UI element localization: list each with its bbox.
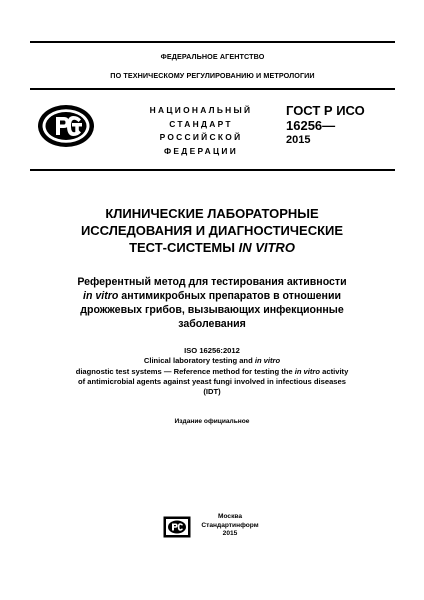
- subtitle-line3: дрожжевых грибов, вызывающих инфекционные: [80, 304, 344, 316]
- subtitle-line4: заболевания: [178, 318, 246, 330]
- subtitle-line2-italic: in vitro: [83, 290, 119, 302]
- iso-line3: [36, 367, 388, 377]
- edition-label: Издание официальное: [174, 418, 250, 425]
- publisher-logo-icon: [163, 516, 191, 538]
- standard-type-line3: РОССИЙСКОЙ: [159, 132, 243, 143]
- publisher-year: 2015: [222, 530, 238, 538]
- iso-line3-prefix: diagnostic test systems — Reference method for testing the: [75, 366, 295, 376]
- agency-name-line2: ПО ТЕХНИЧЕСКОМУ РЕГУЛИРОВАНИЮ И МЕТРОЛОГИИ: [110, 71, 315, 80]
- iso-line5: (IDT): [203, 387, 221, 397]
- iso-code: ISO 16256:2012: [184, 346, 240, 355]
- top-rule: [30, 41, 395, 43]
- designation-line1: ГОСТ Р ИСО: [286, 103, 365, 118]
- title-line3: [40, 239, 384, 256]
- iso-line3-italic: in vitro: [294, 366, 321, 376]
- header-rule: [30, 88, 395, 90]
- designation-year: 2015: [286, 134, 311, 146]
- standard-type-line4: ФЕДЕРАЦИИ: [163, 145, 239, 156]
- rst-emblem-icon: [36, 103, 96, 149]
- title-line3-prefix: ТЕСТ-СИСТЕМЫ: [129, 240, 239, 255]
- title-line3-italic: IN VITRO: [238, 240, 295, 255]
- standard-type-line1: НАЦИОНАЛЬНЫЙ: [149, 105, 253, 115]
- iso-line2-prefix: Clinical laboratory testing and: [143, 356, 255, 366]
- iso-reference: [36, 346, 388, 397]
- title-line2: ИССЛЕДОВАНИЯ И ДИАГНОСТИЧЕСКИЕ: [80, 223, 344, 238]
- designation-line2: 16256—: [286, 117, 336, 133]
- publisher-block: [198, 513, 262, 539]
- title-rule: [30, 169, 395, 171]
- subtitle-line2: [36, 289, 388, 303]
- publisher-name: Стандартинформ: [201, 521, 259, 529]
- iso-line2: [36, 356, 388, 366]
- standard-type-block: [136, 104, 266, 158]
- standard-designation: [286, 104, 365, 148]
- standard-type-line2: СТАНДАРТ: [169, 118, 233, 129]
- subtitle-line1: Референтный метод для тестирования активности: [77, 276, 347, 288]
- title-line1: КЛИНИЧЕСКИЕ ЛАБОРАТОРНЫЕ: [105, 206, 319, 221]
- iso-line4: of antimicrobial agents against yeast fungi involved in infectious diseases: [78, 376, 346, 386]
- iso-line2-italic: in vitro: [254, 356, 281, 366]
- document-title: [40, 205, 384, 256]
- agency-name-line1: ФЕДЕРАЛЬНОЕ АГЕНТСТВО: [160, 52, 265, 61]
- document-subtitle: [36, 275, 388, 331]
- iso-line3-suffix: activity: [320, 366, 349, 376]
- subtitle-line2-rest: антимикробных препаратов в отношении: [118, 290, 341, 302]
- publisher-city: Москва: [217, 513, 243, 520]
